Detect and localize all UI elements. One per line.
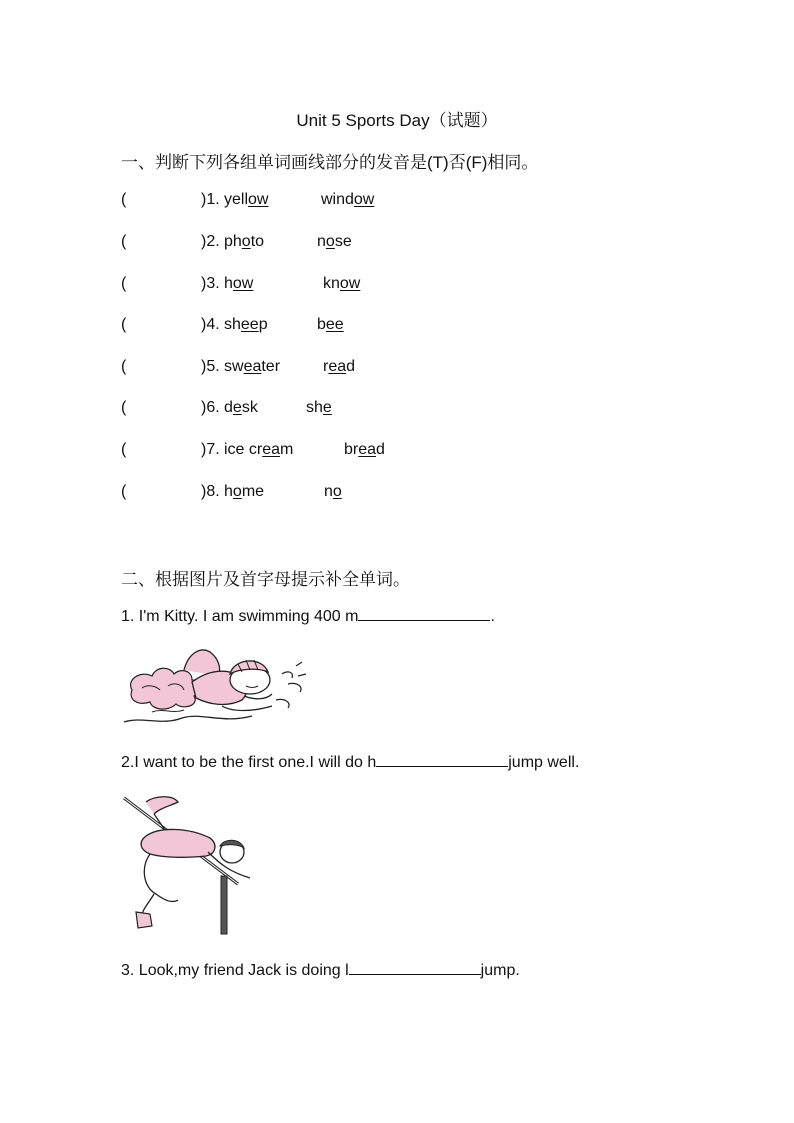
- answer-paren[interactable]: (: [121, 483, 127, 500]
- underlined-letters: e: [322, 399, 332, 416]
- word-first: [224, 275, 253, 293]
- answer-blank-3[interactable]: [349, 960, 481, 975]
- word-part: d: [346, 358, 356, 375]
- answer-paren[interactable]: (: [121, 358, 127, 375]
- word-part: yell: [224, 191, 249, 208]
- word-part: sk: [241, 399, 258, 416]
- question-number: )7.: [201, 441, 220, 458]
- word-part: p: [258, 316, 268, 333]
- section1-heading: 一、判断下列各组单词画线部分的发音是(T)否(F)相同。: [121, 153, 539, 172]
- answer-blank-1[interactable]: [358, 606, 490, 621]
- word-part: d: [224, 399, 233, 416]
- underlined-letters: ea: [328, 358, 347, 375]
- word-first: [224, 233, 264, 251]
- question-3-end: jump.: [480, 962, 520, 979]
- answer-paren[interactable]: (: [121, 275, 127, 292]
- question-number: )6.: [201, 399, 220, 416]
- word-part: me: [241, 483, 265, 500]
- underlined-letters: o: [232, 483, 242, 500]
- question-1-text: 1. I'm Kitty. I am swimming 400 m: [121, 608, 359, 625]
- section2-heading: 二、根据图片及首字母提示补全单词。: [121, 570, 410, 589]
- word-part: br: [344, 441, 359, 458]
- word-part: h: [224, 275, 233, 292]
- question-number: )4.: [201, 316, 220, 333]
- word-first: [224, 399, 258, 417]
- question-number: )8.: [201, 483, 220, 500]
- question-number: )3.: [201, 275, 220, 292]
- word-part: r: [323, 358, 329, 375]
- underlined-letters: ee: [240, 316, 259, 333]
- question-2: [121, 752, 579, 772]
- word-second: [317, 316, 344, 334]
- word-part: sh: [224, 316, 241, 333]
- word-part: m: [280, 441, 294, 458]
- answer-paren[interactable]: (: [121, 191, 127, 208]
- word-part: ice cr: [224, 441, 263, 458]
- page-title: Unit 5 Sports Day（试题）: [296, 111, 498, 130]
- word-second: [323, 358, 355, 376]
- word-second: [317, 233, 352, 251]
- answer-paren[interactable]: (: [121, 399, 127, 416]
- answer-paren[interactable]: (: [121, 441, 127, 458]
- underlined-letters: ea: [358, 441, 377, 458]
- underlined-letters: o: [332, 483, 342, 500]
- underlined-letters: ow: [353, 191, 375, 208]
- word-part: n: [317, 233, 326, 250]
- question-row: [121, 191, 521, 213]
- word-part: sw: [224, 358, 244, 375]
- word-part: se: [334, 233, 352, 250]
- question-row: [121, 275, 521, 297]
- underlined-letters: ow: [339, 275, 361, 292]
- underlined-letters: ea: [262, 441, 281, 458]
- word-part: wind: [321, 191, 354, 208]
- swimmer-illustration: [122, 640, 312, 728]
- word-part: to: [250, 233, 265, 250]
- answer-blank-2[interactable]: [376, 752, 508, 767]
- underlined-letters: ow: [232, 275, 254, 292]
- underlined-letters: o: [241, 233, 251, 250]
- question-row: [121, 316, 521, 338]
- question-1: [121, 606, 495, 626]
- word-first: [224, 358, 280, 376]
- word-first: [224, 483, 264, 501]
- question-number: )1.: [201, 191, 220, 208]
- word-part: kn: [323, 275, 340, 292]
- underlined-letters: ow: [248, 191, 269, 208]
- word-part: n: [324, 483, 333, 500]
- word-part: d: [376, 441, 385, 458]
- question-row: [121, 483, 521, 505]
- word-second: [324, 483, 342, 501]
- word-part: ph: [224, 233, 242, 250]
- answer-paren[interactable]: (: [121, 233, 127, 250]
- question-3-text: 3. Look,my friend Jack is doing l: [121, 962, 349, 979]
- high-jump-illustration: [120, 792, 260, 937]
- word-second: [321, 191, 374, 209]
- word-first: [224, 316, 268, 334]
- question-number: )5.: [201, 358, 220, 375]
- question-3: [121, 960, 520, 980]
- word-part: b: [317, 316, 326, 333]
- question-row: [121, 441, 521, 463]
- underlined-letters: o: [325, 233, 335, 250]
- word-first: [224, 191, 268, 209]
- word-second: [344, 441, 385, 459]
- word-part: h: [224, 483, 233, 500]
- underlined-letters: ee: [325, 316, 344, 333]
- question-row: [121, 399, 521, 421]
- word-part: ter: [261, 358, 281, 375]
- question-1-end: .: [490, 608, 495, 625]
- answer-paren[interactable]: (: [121, 316, 127, 333]
- underlined-letters: e: [232, 399, 242, 416]
- underlined-letters: ea: [243, 358, 262, 375]
- question-2-end: jump well.: [508, 754, 580, 771]
- word-first: [224, 441, 293, 459]
- question-number: )2.: [201, 233, 220, 250]
- question-row: [121, 233, 521, 255]
- word-part: sh: [306, 399, 323, 416]
- question-2-text: 2.I want to be the first one.I will do h: [121, 754, 377, 771]
- question-row: [121, 358, 521, 380]
- word-second: [323, 275, 360, 293]
- word-second: [306, 399, 332, 417]
